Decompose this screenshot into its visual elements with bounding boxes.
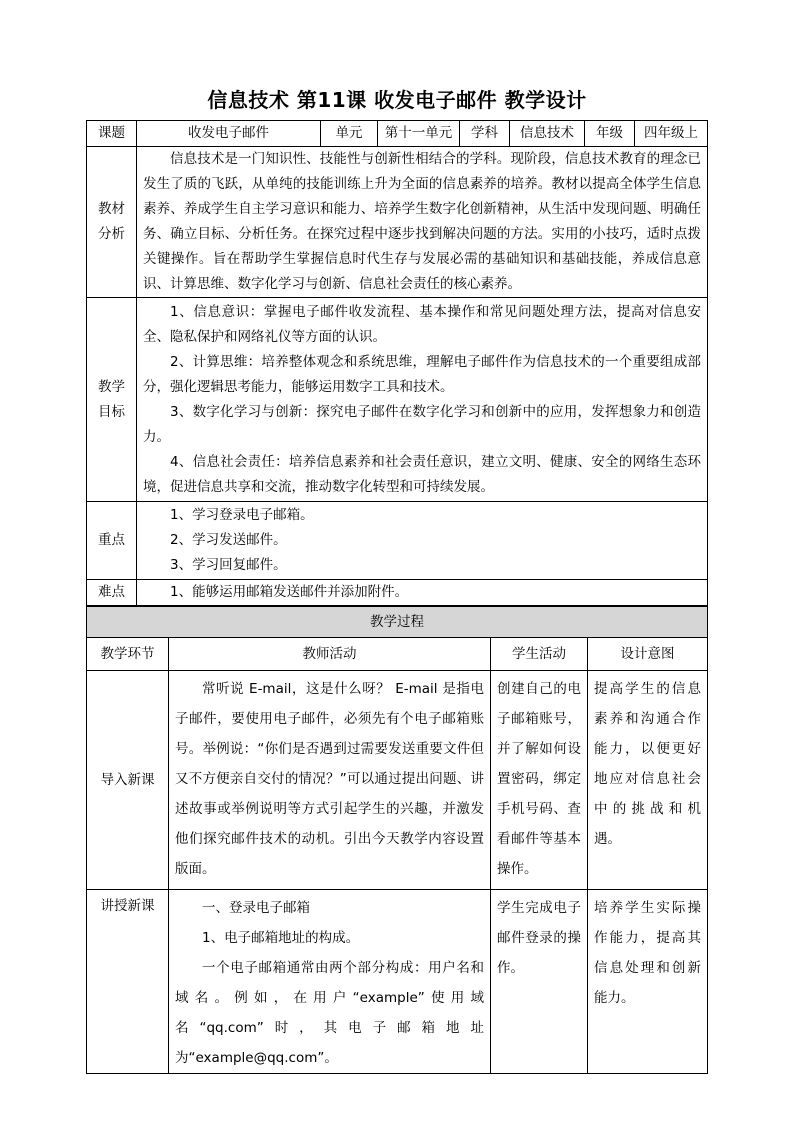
design-intent-cell: 提高学生的信息素养和沟通合作能力，以便更好地应对信息社会中的挑战和机遇。 [588, 671, 708, 890]
teacher-activity-text: 1、电子邮箱地址的构成。 [202, 930, 360, 946]
key-points-label: 重点 [87, 502, 137, 580]
unit-label: 单元 [321, 121, 378, 147]
process-header: 教学过程 [87, 607, 708, 638]
grade-value: 四年级上 [635, 121, 708, 147]
teacher-activity-text: 常听说 E-mail，这是什么呀？ E-mail 是指电子邮件，要使用电子邮件，必须先有个电子邮箱账号。举例说：“你们是否遇到过需要发送重要文件但又不方便亲自交付的情况？”可以通过提出问题、讲述故事或举例说明等方式引起学生的兴趣，并激发他们探究邮件技术的动机。引出今天教学内容设置版面。 [175, 681, 484, 877]
subject-value: 信息技术 [510, 121, 585, 147]
student-activity-cell: 学生完成电子邮件登录的操作。 [491, 890, 588, 1074]
key-points-list [137, 502, 708, 580]
goal-item: 2、计算思维：培养整体观念和系统思维，理解电子邮件作为信息技术的一个重要组成部分，强化逻辑思考能力，能够运用数字工具和技术。 [143, 353, 701, 395]
column-header: 设计意图 [588, 638, 708, 671]
student-activity-cell: 创建自己的电子邮箱账号，并了解如何设置密码，绑定手机号码、查看邮件等基本操作。 [491, 671, 588, 890]
document-title: 信息技术 第11课 收发电子邮件 教学设计 [207, 88, 587, 112]
teacher-activity-text: 一个电子邮箱通常由两个部分构成：用户名和域名。例如，在用户“example”使用域名“qq.com”时，其电子邮箱地址为“example@qq.com”。 [175, 960, 484, 1066]
column-header: 学生活动 [491, 638, 588, 671]
key-point-item: 2、学习发送邮件。 [170, 532, 287, 548]
teacher-activity-cell [169, 671, 491, 890]
column-header: 教学环节 [87, 638, 169, 671]
key-point-item: 3、学习回复邮件。 [170, 557, 287, 573]
teacher-activity-text: 一、登录电子邮箱 [202, 900, 310, 916]
goal-item: 1、信息意识：掌握电子邮件收发流程、基本操作和常见问题处理方法，提高对信息安全、隐私保护和网络礼仪等方面的认识。 [143, 303, 701, 345]
grade-label: 年级 [585, 121, 635, 147]
unit-value: 第十一单元 [378, 121, 460, 147]
table-row [87, 671, 708, 890]
stage-cell: 讲授新课 [87, 890, 169, 1074]
topic-label: 课题 [87, 121, 137, 147]
design-intent-cell: 培养学生实际操作能力，提高其信息处理和创新能力。 [588, 890, 708, 1074]
table-row [87, 890, 708, 1074]
analysis-label: 教材 分析 [87, 147, 137, 298]
goal-item: 4、信息社会责任：培养信息素养和社会责任意识，建立文明、健康、安全的网络生态环境，促进信息共享和交流，推动数字化转型和可持续发展。 [143, 453, 701, 495]
lesson-info-table [86, 120, 708, 606]
teacher-activity-cell [169, 890, 491, 1074]
goals-list [137, 298, 708, 502]
analysis-text-cell [137, 147, 708, 298]
column-header: 教师活动 [169, 638, 491, 671]
stage-cell: 导入新课 [87, 671, 169, 890]
analysis-text: 信息技术是一门知识性、技能性与创新性相结合的学科。现阶段，信息技术教育的理念已发生了质的飞跃，从单纯的技能训练上升为全面的信息素养的培养。教材以提高全体学生信息素养、养成学生自主学习意识和能力、培养学生数字化创新精神，从生活中发现问题、明确任务、确立目标、分析任务。在探究过程中逐步找到解决问题的方法。实用的小技巧，适时点拨关键操作。旨在帮助学生掌握信息时代生存与发展必需的基础知识和基础技能，养成信息意识、计算思维、数字化学习与创新、信息社会责任的核心素养。 [143, 151, 701, 292]
goals-label: 教学 目标 [87, 298, 137, 502]
topic-value: 收发电子邮件 [137, 121, 321, 147]
difficulty-text: 1、能够运用邮箱发送邮件并添加附件。 [170, 584, 409, 600]
teaching-process-table [86, 606, 708, 1074]
goal-item: 3、数字化学习与创新：探究电子邮件在数字化学习和创新中的应用，发挥想象力和创造力。 [143, 403, 701, 445]
subject-label: 学科 [460, 121, 510, 147]
difficulty-cell [137, 580, 708, 606]
difficulty-label: 难点 [87, 580, 137, 606]
key-point-item: 1、学习登录电子邮箱。 [170, 507, 314, 523]
